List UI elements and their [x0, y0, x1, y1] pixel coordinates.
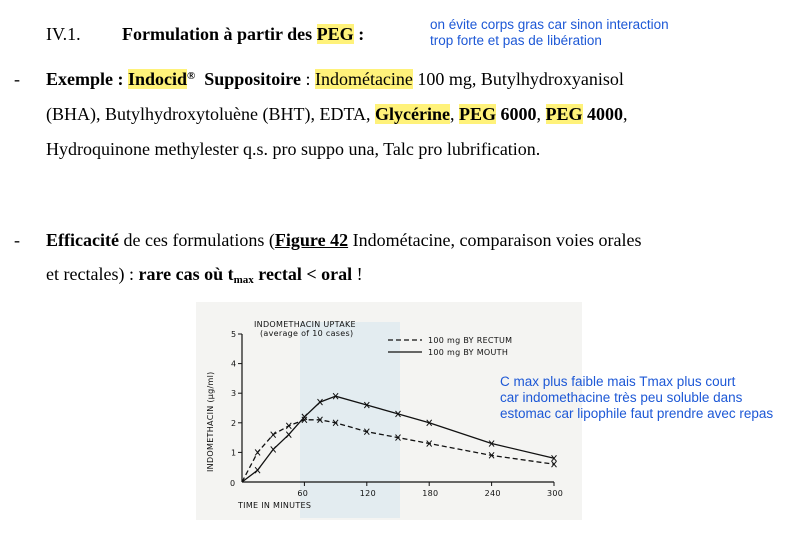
x-tick-label: 300 — [547, 489, 564, 498]
chart-annotation — [500, 374, 773, 422]
chart-title: INDOMETHACIN UPTAKE — [254, 320, 356, 329]
efficacy-end: ! — [352, 264, 363, 284]
y-tick-label: 1 — [231, 448, 237, 458]
section-note-line1: on évite corps gras car sinon interaction — [430, 17, 669, 32]
y-tick-label: 3 — [231, 389, 237, 399]
section-note — [430, 17, 669, 49]
example-peg1-num: 6000 — [496, 104, 537, 124]
example-bullet: - — [14, 69, 20, 89]
chart-xlabel: TIME IN MINUTES — [238, 501, 312, 510]
section-number: IV.1. — [46, 24, 81, 44]
legend-label: 100 mg BY RECTUM — [428, 336, 513, 345]
y-tick-label: 5 — [231, 330, 237, 339]
data-point — [271, 432, 276, 438]
x-tick-label: 180 — [422, 489, 439, 498]
section-title-colon: : — [353, 24, 365, 44]
y-tick-label: 4 — [231, 359, 237, 369]
annotation-line3: estomac car lipophile faut prendre avec repas — [500, 406, 774, 421]
efficacy-lead: Efficacité — [46, 230, 119, 250]
annotation-line2: car indomethacine très peu soluble dans — [500, 390, 743, 405]
example-line2-text: (BHA), Butylhydroxytoluène (BHT), EDTA, — [46, 104, 376, 124]
example-colon: : — [300, 69, 315, 89]
example-reg: ® — [187, 70, 196, 82]
data-point — [255, 467, 260, 473]
section-title — [122, 22, 364, 46]
example-comma2: , — [536, 104, 546, 124]
y-tick-label-origin: 0 — [230, 479, 236, 488]
example-glycerine: Glycérine — [375, 104, 450, 124]
example-brand: Indocid — [127, 69, 188, 89]
chart-legend — [388, 336, 512, 357]
section-note-line2: trop forte et pas de libération — [430, 33, 602, 48]
example-comma: , — [450, 104, 459, 124]
efficacy-line2-text: et rectales) : — [46, 264, 139, 284]
chart-shaded-band — [300, 322, 400, 518]
example-line2 — [46, 102, 628, 126]
efficacy-text2: Indométacine, comparaison voies orales — [348, 230, 642, 250]
example-form: Suppositoire — [204, 69, 301, 89]
data-point — [286, 432, 291, 438]
example-line1 — [46, 67, 624, 91]
efficacy-line2 — [46, 262, 363, 286]
efficacy-bold2: rare cas où t — [138, 264, 234, 284]
example-end2: , — [623, 104, 628, 124]
annotation-line1: C max plus faible mais Tmax plus court — [500, 374, 736, 389]
data-point — [255, 449, 260, 455]
section-title-peg: PEG — [316, 24, 354, 44]
efficacy-bold3: rectal < oral — [253, 264, 353, 284]
x-tick-label: 240 — [484, 489, 501, 498]
y-tick-label: 2 — [231, 418, 237, 428]
x-tick-label: 60 — [297, 489, 309, 498]
efficacy-sub: max — [233, 274, 254, 286]
example-drug: Indométacine — [314, 69, 413, 89]
legend-label: 100 mg BY MOUTH — [428, 348, 509, 357]
example-line3: Hydroquinone methylester q.s. pro suppo una, Talc pro lubrification. — [46, 139, 541, 159]
section-title-text: Formulation à partir des — [122, 24, 317, 44]
x-tick-label: 120 — [359, 489, 376, 498]
efficacy-line1 — [46, 228, 642, 252]
data-point — [271, 446, 276, 452]
efficacy-bullet: - — [14, 230, 20, 250]
example-peg2-num: 4000 — [582, 104, 624, 124]
example-peg1: PEG — [459, 104, 497, 124]
example-peg2: PEG — [545, 104, 583, 124]
example-lead: Exemple : — [46, 69, 128, 89]
chart-ylabel: INDOMETHACIN (μg/ml) — [206, 371, 215, 472]
example-rest1: 100 mg, Butylhydroxyanisol — [412, 69, 624, 89]
efficacy-text1: de ces formulations ( — [118, 230, 275, 250]
chart-subtitle: (average of 10 cases) — [260, 329, 354, 338]
efficacy-figure-ref: Figure 42 — [274, 230, 349, 250]
